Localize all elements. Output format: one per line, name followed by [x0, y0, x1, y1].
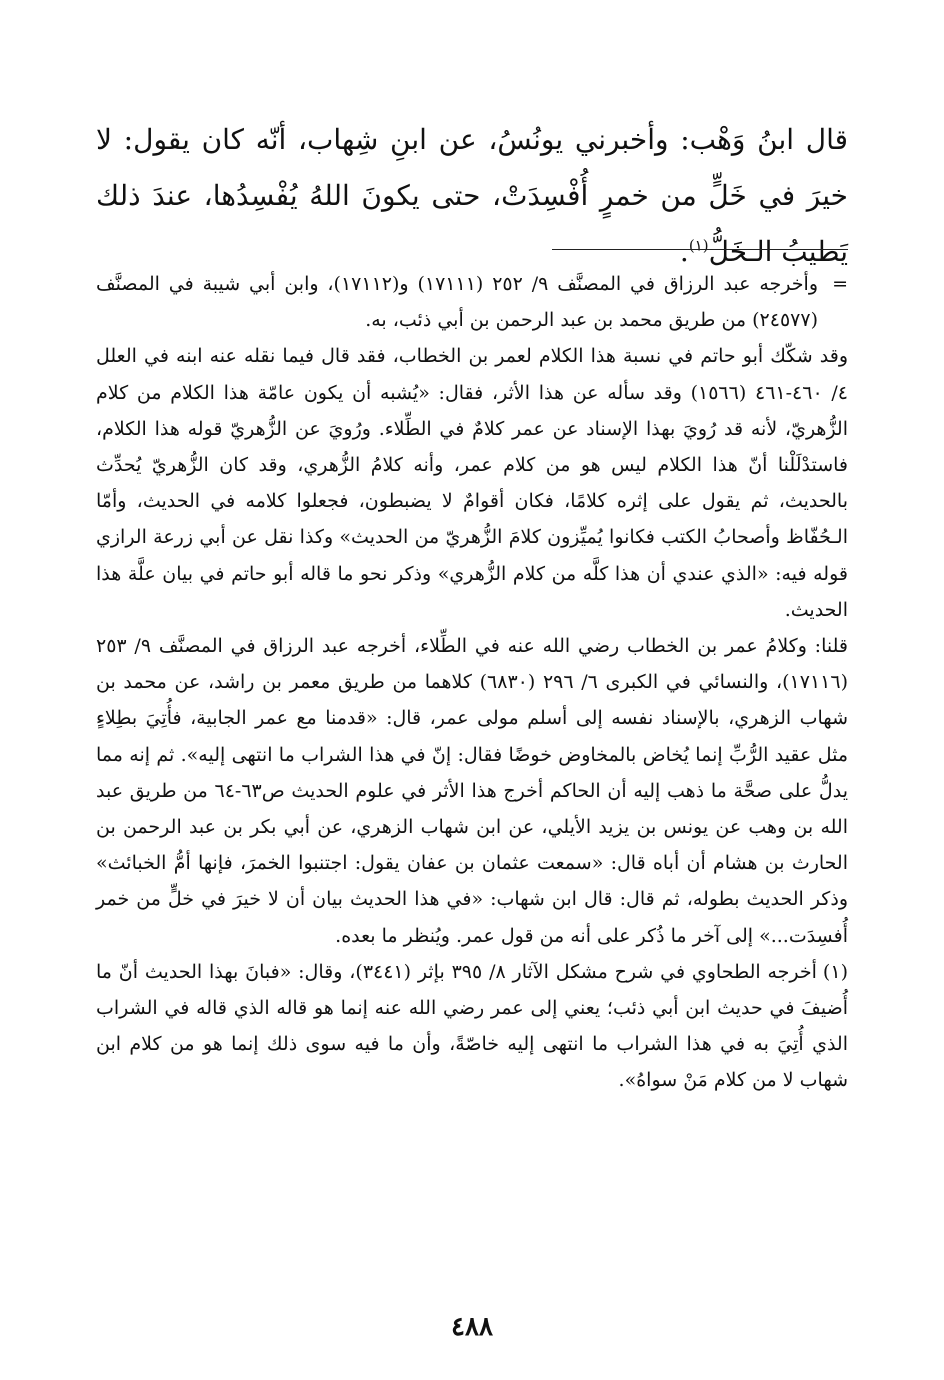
main-text: [96, 112, 848, 280]
footnote-paragraph-2: وقد شكّك أبو حاتم في نسبة هذا الكلام لعمر بن الخطاب، فقد قال فيما نقله عنه ابنه في العلل ٤/ ٤٦٠-٤٦١ (١٥٦٦) وقد سأله عن هذا الأثر، فقال: «يُشبه أن يكون عامّة هذا الكلام من كلام الزُّهريّ، لأنه قد رُويَ بهذا الإسناد عن عمر كلامٌ في الطِّلاء. ورُويَ عن الزُّهريّ قوله هذا الكلام، فاستدْلَلْنا أنّ هذا الكلام ليس هو من كلام عمر، وأنه كلامُ الزُّهري، وقد كان الزُّهريّ يُحدِّث بالحديث، ثم يقول على إثره كلامًا، فكان أقوامٌ لا يضبطون، فجعلوا كلامه في الحديث، وأمّا الـحُفّاظ وأصحابُ الكتب فكانوا يُميِّزون كلامَ الزُّهريّ من الحديث» وكذا نقل عن أبي زرعة الرازي قوله فيه: «الذي عندي أن هذا كلَّه من كلام الزُّهري» وذكر نحو ما قاله أبو حاتم في بيان علَّة هذا الحديث.: [96, 345, 848, 621]
footnote-divider: [552, 249, 848, 250]
footnote-paragraph-3: قلنا: وكلامُ عمر بن الخطاب رضي الله عنه في الطِّلاء، أخرجه عبد الرزاق في المصنَّف ٩/ ٢٥٣ (١٧١١٦)، والنسائي في الكبرى ٦/ ٢٩٦ (٦٨٣٠) كلاهما من طريق معمر بن راشد، عن محمد بن شهاب الزهري، بالإسناد نفسه إلى أسلم مولى عمر، قال: «قدمنا مع عمر الجابية، فأُتِيَ بطِلاءٍ مثل عقيد الرُّبِّ إنما يُخاض بالمخاوض خوضًا فقال: إنّ في هذا الشراب ما انتهى إليه». ثم إنه مما يدلُّ على صحَّة ما ذهب إليه أن الحاكم أخرج هذا الأثر في علوم الحديث ص٦٣-٦٤ من طريق عبد الله بن وهب عن يونس بن يزيد الأيلي، عن ابن شهاب الزهري، عن أبي بكر بن عبد الرحمن بن الحارث بن هشام أن أباه قال: «سمعت عثمان بن عفان يقول: اجتنبوا الخمرَ، فإنها أمُّ الخبائث» وذكر الحديث بطوله، ثم قال: قال ابن شهاب: «في هذا الحديث بيان أن لا خيرَ في خلٍّ من خمر أُفسِدَت...» إلى آخر ما ذُكر على أنه من قول عمر. ويُنظر ما بعده.: [96, 635, 848, 947]
footnote-1-text: أخرجه الطحاوي في شرح مشكل الآثار ٨/ ٣٩٥ بإثر (٣٤٤١)، وقال: «فبانَ بهذا الحديث أنّ ما أُضيفَ في حديث ابن أبي ذئب؛ يعني إلى عمر رضي الله عنه إنما هو قاله الذي قاله في الشراب الذي أُتِيَ به في هذا الشراب ما انتهى إليه خاصّةً، وأن ما فيه سوى ذلك إنما هو من كلام ابن شهاب لا من كلام مَنْ سواهُ».: [96, 960, 848, 1092]
main-text-body: قال ابنُ وَهْب: وأخبرني يونُسُ، عن ابنِ شِهاب، أنّه كان يقول: لا خيرَ في خَلٍّ من خمرٍ أُفْسِدَتْ، حتى يكونَ اللهُ يُفْسِدُها، عندَ ذلك يَطيبُ الـخَلُّ: [96, 123, 848, 268]
footnote-reference[interactable]: (١): [688, 236, 709, 255]
page-number: ٤٨٨: [451, 1312, 493, 1342]
footnote-continuation: [96, 266, 848, 338]
main-text-end: .: [679, 235, 689, 268]
footnote-1-number: (١): [822, 960, 848, 983]
continuation-marker: =: [832, 273, 848, 295]
footnote-1: [96, 954, 848, 1099]
footnotes-section: [96, 266, 848, 1099]
footnote-continuation-text: وأخرجه عبد الرزاق في المصنَّف ٩/ ٢٥٢ (١٧١١١) و(١٧١١٢)، وابن أبي شيبة في المصنَّف (٢٤٥٧٧) من طريق محمد بن عبد الرحمن بن أبي ذئب، به.: [96, 273, 818, 332]
